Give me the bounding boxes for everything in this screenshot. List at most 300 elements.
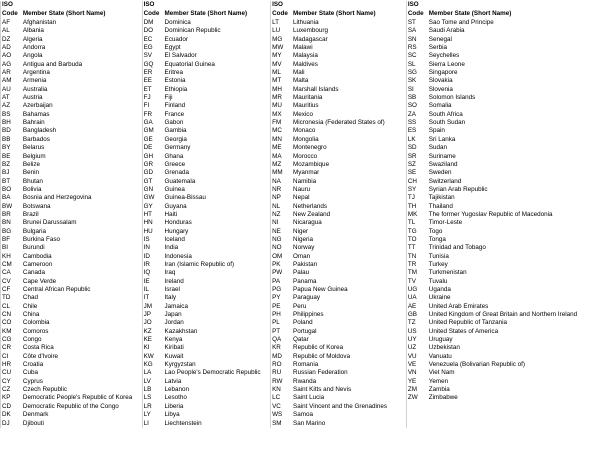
iso-code-cell: MH [271, 86, 292, 94]
member-state-name-cell: Senegal [428, 35, 452, 43]
table-row [1, 269, 603, 277]
iso-code-cell: GE [142, 136, 163, 144]
iso-code-cell: BG [1, 228, 22, 236]
iso-code-cell: IT [142, 294, 163, 302]
member-state-name-cell: Uganda [428, 286, 451, 294]
iso-code-cell: SR [406, 153, 427, 161]
iso-code-cell: TZ [406, 319, 427, 327]
iso-code-cell: BH [1, 119, 22, 127]
member-state-name-cell: Dominican Republic [164, 27, 221, 35]
iso-code-cell: TN [406, 253, 427, 261]
member-state-name-cell: France [164, 110, 185, 118]
iso-code-cell: BZ [1, 161, 22, 169]
member-state-name-cell: Samoa [293, 411, 313, 419]
iso-code-cell: RW [271, 378, 292, 386]
member-state-name-cell: Côte d'Ivoire [22, 352, 59, 360]
iso-code-cell: UZ [406, 344, 427, 352]
iso-code-cell: PT [271, 328, 292, 336]
member-state-name-cell: South Sudan [428, 119, 466, 127]
table-row [1, 278, 603, 286]
iso-code-cell: PY [271, 294, 292, 302]
iso-code-cell: BF [1, 236, 22, 244]
table-row [1, 394, 603, 402]
table-row [1, 52, 603, 60]
iso-code-cell: BT [1, 178, 22, 186]
table-row [1, 328, 603, 336]
member-state-name-cell: Dominica [164, 19, 191, 27]
member-state-name-cell: Bolivia [22, 185, 42, 193]
member-state-name-cell: Paraguay [293, 294, 320, 302]
header-iso-2: ISO [142, 1, 163, 10]
iso-code-cell: TH [406, 203, 427, 211]
iso-code-cell: IN [142, 244, 163, 252]
iso-code-cell: EC [142, 36, 163, 44]
header-code-4: Code [406, 10, 427, 19]
iso-code-cell: JO [142, 319, 163, 327]
member-state-name-cell: Cape Verde [22, 277, 57, 285]
iso-code-cell: ZA [406, 111, 427, 119]
member-state-name-cell: Poland [293, 319, 313, 327]
iso-code-cell: SI [406, 86, 427, 94]
iso-code-cell: SZ [406, 161, 427, 169]
iso-code-cell: PL [271, 319, 292, 327]
iso-code-cell: NR [271, 186, 292, 194]
member-state-name-cell: Sao Tome and Principe [428, 19, 494, 27]
iso-code-cell: SA [406, 27, 427, 35]
iso-code-cell: AZ [1, 102, 22, 110]
member-state-name-cell: Comoros [22, 327, 49, 335]
member-state-name-cell: Mongolia [293, 135, 319, 143]
member-state-name-cell: Mauritania [293, 94, 323, 102]
member-state-name-cell: Hungary [164, 227, 189, 235]
iso-code-cell: GD [142, 169, 163, 177]
iso-code-cell: ET [142, 86, 163, 94]
member-state-name-cell: Afghanistan [22, 19, 57, 27]
table-row [1, 261, 603, 269]
member-state-name-cell: Bahamas [22, 110, 50, 118]
iso-code-cell: PK [271, 261, 292, 269]
iso-code-cell: ML [271, 69, 292, 77]
iso-code-cell: UG [406, 286, 427, 294]
member-state-name-cell: Canada [22, 269, 45, 277]
iso-code-cell: SN [406, 36, 427, 44]
member-state-name-cell: Grenada [164, 169, 190, 177]
table-row [1, 336, 603, 344]
member-state-name-cell: Democratic Republic of the Congo [22, 402, 119, 410]
member-state-name-cell: Monaco [293, 127, 316, 135]
iso-code-cell: EG [142, 44, 163, 52]
iso-code-cell: AG [1, 61, 22, 69]
member-state-name-cell: Djibouti [22, 419, 44, 427]
header-row-code [1, 10, 603, 19]
member-state-name-cell: Chad [22, 294, 38, 302]
table-row [1, 319, 603, 327]
iso-code-cell: MD [271, 353, 292, 361]
iso-code-cell: HT [142, 211, 163, 219]
iso-code-cell: IL [142, 286, 163, 294]
iso-code-cell: BB [1, 136, 22, 144]
iso-code-cell: AL [1, 27, 22, 35]
table-row [1, 102, 603, 110]
member-state-name-cell: Syrian Arab Republic [428, 185, 488, 193]
member-state-name-cell: Egypt [164, 44, 181, 52]
member-state-name-cell: Malawi [293, 44, 313, 52]
table-row [1, 194, 603, 202]
iso-code-cell: BI [1, 244, 22, 252]
member-state-name-cell: Zambia [428, 386, 450, 394]
member-state-name-cell: Nepal [293, 194, 310, 202]
iso-code-cell: MV [271, 61, 292, 69]
table-row [1, 44, 603, 52]
member-state-name-cell: Malta [293, 77, 309, 85]
iso-code-cell: AO [1, 52, 22, 60]
member-state-name-cell: Trinidad and Tobago [428, 244, 486, 252]
member-state-name-cell: Bahrain [22, 119, 45, 127]
iso-code-cell: LY [142, 411, 163, 419]
table-row [1, 369, 603, 377]
iso-code-cell: US [406, 328, 427, 336]
member-state-name-cell: Ghana [164, 152, 184, 160]
member-state-name-cell: Somalia [428, 102, 452, 110]
iso-code-cell: TD [1, 294, 22, 302]
table-row [1, 144, 603, 152]
member-state-name-cell: Tonga [428, 235, 446, 243]
iso-code-cell: AM [1, 77, 22, 85]
member-state-name-cell: Ethiopia [164, 85, 188, 93]
iso-code-cell: GM [142, 127, 163, 135]
member-state-name-cell: Malaysia [293, 52, 318, 60]
iso-code-cell: VE [406, 361, 427, 369]
member-state-name-cell: Sri Lanka [428, 135, 456, 143]
member-state-name-cell: Portugal [293, 327, 317, 335]
iso-code-cell: UA [406, 294, 427, 302]
member-state-name-cell: Croatia [22, 361, 44, 369]
member-state-name-cell: Albania [22, 27, 44, 35]
member-state-name-cell: Vanuatu [428, 352, 452, 360]
iso-code-cell: JP [142, 311, 163, 319]
header-code-1: Code [1, 10, 22, 19]
iso-code-cell: AT [1, 94, 22, 102]
table-row [1, 111, 603, 119]
iso-code-cell: ME [271, 144, 292, 152]
member-state-name-cell: Niger [293, 227, 309, 235]
iso-code-cell: NZ [271, 211, 292, 219]
iso-code-cell: MK [406, 211, 427, 219]
member-state-name-cell: Switzerland [428, 177, 462, 185]
member-state-name-cell: Iceland [164, 235, 185, 243]
iso-code-cell: FM [271, 119, 292, 127]
empty-cell [406, 411, 427, 419]
iso-code-cell: SV [142, 52, 163, 60]
member-state-name-cell: Libya [164, 411, 180, 419]
member-state-name-cell: Liechtenstein [164, 419, 202, 427]
iso-code-cell: SC [406, 52, 427, 60]
member-state-name-cell: Maldives [293, 60, 318, 68]
member-state-name-cell: Congo [22, 336, 42, 344]
iso-code-cell: LB [142, 386, 163, 394]
table-row [1, 211, 603, 219]
member-state-name-cell: Spain [428, 127, 445, 135]
member-state-name-cell: Saint Vincent and the Grenadines [293, 402, 388, 410]
iso-code-cell: IE [142, 278, 163, 286]
iso-code-cell: NA [271, 178, 292, 186]
member-state-name-cell: Venezuela (Bolivarian Republic of) [428, 361, 526, 369]
iso-code-cell: CL [1, 303, 22, 311]
member-state-name-cell: Barbados [22, 135, 50, 143]
iso-code-cell: SK [406, 77, 427, 85]
table-row [1, 161, 603, 169]
member-state-name-cell: Mali [293, 69, 305, 77]
iso-code-cell: CZ [1, 386, 22, 394]
iso-code-cell: PE [271, 303, 292, 311]
iso-code-cell: LS [142, 394, 163, 402]
iso-code-cell: BJ [1, 169, 22, 177]
iso-code-cell: BN [1, 219, 22, 227]
table-row [1, 69, 603, 77]
member-state-name-cell: India [164, 244, 179, 252]
header-code-2: Code [142, 10, 163, 19]
iso-code-cell: KW [142, 353, 163, 361]
member-state-name-cell: Tunisia [428, 252, 449, 260]
member-state-name-cell: Micronesia (Federated States of) [293, 119, 385, 127]
member-state-name-cell: Saint Kitts and Nevis [293, 386, 352, 394]
iso-code-cell: SL [406, 61, 427, 69]
iso-code-cell: TR [406, 261, 427, 269]
iso-code-cell: LU [271, 27, 292, 35]
member-state-name-cell: Seychelles [428, 52, 460, 60]
table-row [1, 353, 603, 361]
member-state-name-cell: Iraq [164, 269, 176, 277]
iso-code-cell: ER [142, 69, 163, 77]
member-state-name-cell: Palau [293, 269, 310, 277]
iso-code-cell: AF [1, 19, 22, 27]
iso-code-cell: GT [142, 178, 163, 186]
iso-code-cell: VU [406, 353, 427, 361]
table-row [1, 203, 603, 211]
iso-code-cell: KP [1, 394, 22, 402]
iso-code-cell: BY [1, 144, 22, 152]
table-row [1, 94, 603, 102]
member-state-name-cell: Namibia [293, 177, 317, 185]
member-state-name-cell: Russian Federation [293, 369, 348, 377]
iso-code-cell: AU [1, 86, 22, 94]
table-row [1, 253, 603, 261]
iso-code-cell: PW [271, 269, 292, 277]
member-state-name-cell: Serbia [428, 44, 447, 52]
iso-code-cell: RS [406, 44, 427, 52]
member-state-name-cell: Benin [22, 169, 40, 177]
iso-code-cell: YE [406, 378, 427, 386]
iso-code-cell: FI [142, 102, 163, 110]
iso-code-cell: NG [271, 236, 292, 244]
table-row [1, 403, 603, 411]
iso-code-cell: MN [271, 136, 292, 144]
member-state-name-cell: Belgium [22, 152, 46, 160]
member-state-name-cell: Czech Republic [22, 386, 68, 394]
iso-code-cell: CY [1, 378, 22, 386]
table-row [1, 136, 603, 144]
iso-code-cell: LC [271, 394, 292, 402]
iso-code-cell: EE [142, 77, 163, 85]
iso-code-cell: SD [406, 144, 427, 152]
iso-code-cell: CN [1, 311, 22, 319]
table-row [1, 286, 603, 294]
iso-code-cell: CF [1, 286, 22, 294]
iso-code-cell: LV [142, 378, 163, 386]
header-row-iso [1, 1, 603, 10]
member-state-name-cell: Kuwait [164, 352, 184, 360]
iso-code-cell: MW [271, 44, 292, 52]
iso-code-cell: NL [271, 203, 292, 211]
member-state-name-cell: Mauritius [293, 102, 319, 110]
member-state-name-cell: Cambodia [22, 252, 52, 260]
iso-code-cell: GW [142, 194, 163, 202]
member-state-name-cell: Sweden [428, 169, 452, 177]
member-state-name-cell: Uruguay [428, 336, 453, 344]
member-state-name-cell: Madagascar [293, 35, 328, 43]
member-state-name-cell: Republic of Korea [293, 344, 344, 352]
iso-code-cell: JM [142, 303, 163, 311]
member-state-name-cell: Algeria [22, 35, 43, 43]
iso-code-cell: KG [142, 361, 163, 369]
table-row [1, 420, 603, 428]
member-state-name-cell: Papua New Guinea [293, 286, 348, 294]
table-row [1, 311, 603, 319]
member-state-name-cell: Jordan [164, 319, 184, 327]
member-state-name-cell: Brazil [22, 210, 39, 218]
member-state-name-cell: Thailand [428, 202, 453, 210]
member-state-name-cell: Guyana [164, 202, 187, 210]
iso-code-cell: ST [406, 19, 427, 27]
member-state-name-cell: Iran (Islamic Republic of) [164, 260, 235, 268]
iso-code-cell: BR [1, 211, 22, 219]
iso-code-cell: AR [1, 69, 22, 77]
member-state-name-cell: Israel [164, 286, 180, 294]
iso-code-cell: FJ [142, 94, 163, 102]
member-state-name-cell: Swaziland [428, 160, 458, 168]
header-code-3: Code [271, 10, 292, 19]
header-name-3: Member State (Short Name) [293, 10, 376, 18]
iso-code-cell: GN [142, 186, 163, 194]
iso-code-cell: CG [1, 336, 22, 344]
iso-code-cell: TT [406, 244, 427, 252]
iso-code-cell: GB [406, 311, 427, 319]
member-state-name-cell: Kenya [164, 336, 183, 344]
iso-code-cell: BS [1, 111, 22, 119]
member-state-name-cell: Lesotho [164, 394, 187, 402]
member-state-name-cell: Sudan [428, 144, 447, 152]
table-row [1, 228, 603, 236]
member-state-name-cell: El Salvador [164, 52, 197, 60]
iso-code-cell: VC [271, 403, 292, 411]
member-state-name-cell: Uzbekistan [428, 344, 460, 352]
empty-cell [406, 420, 427, 428]
member-state-name-cell: United States of America [428, 327, 499, 335]
table-row [1, 386, 603, 394]
iso-code-cell: DE [142, 144, 163, 152]
table-row [1, 294, 603, 302]
member-state-name-cell: Solomon Islands [428, 94, 476, 102]
iso-code-cell: MY [271, 52, 292, 60]
member-state-name-cell: Ecuador [164, 35, 188, 43]
member-state-name-cell: Viet Nam [428, 369, 455, 377]
member-state-name-cell: Mexico [293, 110, 313, 118]
iso-code-cell: CV [1, 278, 22, 286]
member-state-name-cell: Ukraine [428, 294, 451, 302]
table-row [1, 86, 603, 94]
iso-code-cell: DZ [1, 36, 22, 44]
member-state-name-cell: Luxembourg [293, 27, 329, 35]
member-state-name-cell: Slovenia [428, 85, 453, 93]
member-state-name-cell: United Arab Emirates [428, 302, 489, 310]
member-state-name-cell: Timor-Leste [428, 219, 463, 227]
header-name-4: Member State (Short Name) [428, 10, 512, 18]
iso-code-cell: CU [1, 369, 22, 377]
iso-code-cell: HR [1, 361, 22, 369]
iso-code-cell: TJ [406, 194, 427, 202]
member-state-name-cell: Lithuania [293, 19, 319, 27]
member-state-name-cell: Fiji [164, 94, 173, 102]
iso-code-cell: IQ [142, 269, 163, 277]
table-row [1, 236, 603, 244]
table-row [1, 344, 603, 352]
member-state-name-cell: Latvia [164, 377, 182, 385]
member-state-name-cell: Guinea-Bissau [164, 194, 206, 202]
member-state-name-cell: Indonesia [164, 252, 192, 260]
iso-code-cell: MM [271, 169, 292, 177]
table-row [1, 77, 603, 85]
member-state-name-cell: Denmark [22, 411, 49, 419]
member-state-name-cell: Greece [164, 160, 186, 168]
iso-code-cell: ZM [406, 386, 427, 394]
member-state-name-cell: Burkina Faso [22, 235, 61, 243]
table-row [1, 27, 603, 35]
member-state-name-cell: Georgia [164, 135, 187, 143]
table-body [1, 19, 603, 428]
iso-code-cell: SM [271, 420, 292, 428]
iso-code-cell: NP [271, 194, 292, 202]
table-row [1, 153, 603, 161]
table-row [1, 61, 603, 69]
member-state-name-cell: Suriname [428, 152, 456, 160]
member-state-name-cell: Bosnia and Herzegovina [22, 194, 92, 202]
iso-code-cell: SE [406, 169, 427, 177]
iso-code-cell: KI [142, 344, 163, 352]
empty-cell [428, 420, 603, 428]
member-state-name-cell: Tuvalu [428, 277, 448, 285]
member-state-name-cell: Chile [22, 302, 38, 310]
member-state-name-cell: South Africa [428, 110, 463, 118]
member-state-name-cell: Kyrgyzstan [164, 361, 196, 369]
member-state-name-cell: Armenia [22, 77, 47, 85]
iso-code-cell: PG [271, 286, 292, 294]
member-state-name-cell: Nauru [293, 185, 311, 193]
member-state-name-cell: Equatorial Guinea [164, 60, 215, 68]
member-state-name-cell: Bulgaria [22, 227, 47, 235]
iso-code-cell: TO [406, 236, 427, 244]
member-state-name-cell: United Republic of Tanzania [428, 319, 508, 327]
iso-code-cell: OM [271, 253, 292, 261]
iso-code-cell: DO [142, 27, 163, 35]
iso-code-cell: PH [271, 311, 292, 319]
iso-code-cell: TV [406, 278, 427, 286]
iso-code-cell: SG [406, 69, 427, 77]
iso-code-cell: AE [406, 303, 427, 311]
member-state-name-cell: Ireland [164, 277, 184, 285]
member-state-name-cell: Azerbaijan [22, 102, 53, 110]
iso-code-cell: KH [1, 253, 22, 261]
iso-code-cell: CO [1, 319, 22, 327]
